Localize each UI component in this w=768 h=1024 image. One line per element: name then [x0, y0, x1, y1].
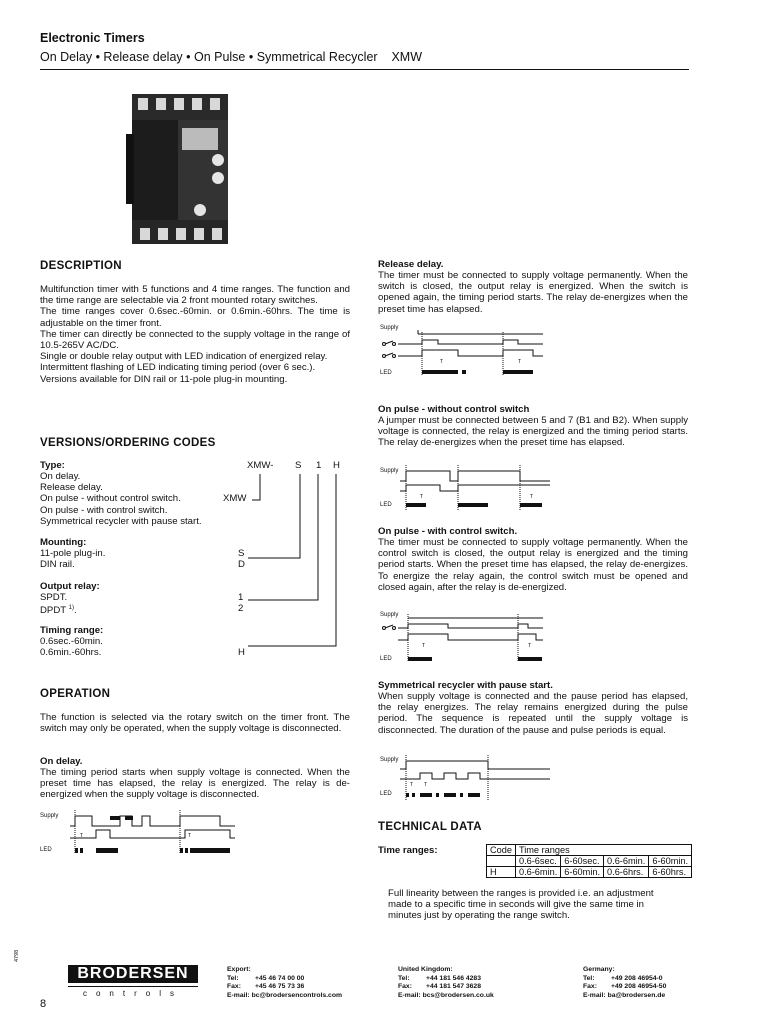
recycler-diagram	[400, 755, 560, 805]
footer-export-fax: +45 46 75 73 36	[255, 983, 305, 991]
footnote-marker: 1)	[68, 605, 74, 611]
diagram-supply-label: Supply	[380, 757, 399, 763]
diagram-t-label: T	[410, 782, 414, 788]
on-pulse-without-diagram	[400, 465, 560, 515]
on-pulse-without-title: On pulse - without control switch	[378, 404, 530, 415]
footer-de-fax: +49 208 46954-50	[611, 983, 667, 991]
brand-logo-sub: controls	[82, 989, 183, 998]
mounting-label: Mounting:	[40, 537, 87, 548]
page-title: Electronic Timers	[40, 31, 145, 45]
output-item: SPDT.	[40, 592, 68, 603]
table-header-cell: Code	[487, 845, 516, 856]
diagram-t-label: T	[80, 833, 84, 839]
time-ranges-label: Time ranges:	[378, 845, 438, 856]
timing-item: 0.6sec.-60min.	[40, 636, 103, 647]
brand-logo	[68, 965, 198, 998]
type-list	[40, 471, 202, 527]
output-label: Output relay:	[40, 581, 100, 592]
diagram-t-label: T	[440, 359, 444, 365]
footer-export-email[interactable]: bc@brodersencontrols.com	[251, 991, 343, 999]
diagram-t-label: T	[422, 643, 426, 649]
diagram-t-label: T	[518, 359, 522, 365]
timing-code: H	[238, 647, 245, 658]
footer-label: Tel:	[583, 974, 595, 982]
description-body	[40, 284, 350, 385]
subtitle-functions: On Delay • Release delay • On Pulse • Symmetrical Recycler	[40, 50, 378, 64]
footer-uk-tel: +44 181 546 4283	[426, 974, 481, 982]
diagram-supply-label: Supply	[380, 325, 399, 331]
on-delay-title: On delay.	[40, 756, 83, 767]
table-cell: 0.6-6min.	[604, 856, 649, 867]
type-item: Release delay.	[40, 482, 103, 494]
mounting-item: DIN rail.	[40, 559, 75, 570]
on-pulse-with-title: On pulse - with control switch.	[378, 526, 518, 537]
table-cell: 0.6-6sec.	[515, 856, 560, 867]
description-p6: Versions available for DIN rail or 11-pole plug-in mounting.	[40, 373, 288, 385]
code-mounting: S	[295, 460, 302, 471]
mounting-item: 11-pole plug-in.	[40, 548, 106, 559]
page-number: 8	[40, 998, 47, 1010]
diagram-led-label: LED	[380, 502, 392, 508]
type-label: Type:	[40, 460, 65, 471]
table-cell: 6-60hrs.	[649, 867, 692, 878]
diagram-supply-label: Supply	[380, 612, 399, 618]
ordering-code-connectors	[240, 470, 350, 670]
type-item: On delay.	[40, 471, 81, 482]
table-header-cell: Time ranges	[515, 845, 691, 856]
footer-label: Fax:	[227, 983, 241, 991]
on-delay-diagram	[70, 810, 240, 860]
description-p1: Multifunction timer with 5 functions and 4 time ranges. The function and the time range are selectable via 2 front mounted rotary switches.	[40, 284, 350, 307]
footer-label: E-mail:	[583, 991, 606, 999]
output-code: 1	[238, 592, 244, 603]
diagram-led-label: LED	[380, 370, 392, 376]
versions-heading: VERSIONS/ORDERING CODES	[40, 437, 216, 449]
footer-label: Tel:	[227, 974, 239, 982]
operation-heading: OPERATION	[40, 688, 111, 700]
diagram-t-label: T	[528, 643, 532, 649]
on-delay-text: The timing period starts when supply voltage is connected. When the preset time has elapsed, the relay is energized. The relay is de-energized when the supply voltage is disconnected.	[40, 767, 350, 801]
footer-label: Fax:	[583, 983, 597, 991]
table-cell: H	[487, 867, 516, 878]
footer-uk-fax: +44 181 547 3628	[426, 983, 481, 991]
diagram-led-label: LED	[40, 847, 52, 853]
table-cell: 6-60min.	[649, 856, 692, 867]
release-delay-title: Release delay.	[378, 259, 444, 270]
output-item	[40, 603, 77, 616]
mounting-code: D	[238, 559, 245, 570]
footer-germany	[583, 966, 666, 1000]
description-heading: DESCRIPTION	[40, 260, 122, 272]
footer-uk-email[interactable]: bcs@brodersen.co.uk	[422, 991, 494, 999]
diagram-t-label: T	[424, 782, 428, 788]
on-pulse-with-text: The timer must be connected to supply voltage permanently. When the control switch is closed, the output relay is energized and the timing period starts. When the preset time has elapsed, the relay de-energizes. To energize the relay again, the control switch must be opened and closed again, after the relay is de-energized.	[378, 537, 688, 593]
footer-export-tel: +45 46 74 00 00	[255, 974, 305, 982]
footer-de-title: Germany:	[583, 966, 615, 973]
on-pulse-without-text: A jumper must be connected between 5 and 7 (B1 and B2). When supply voltage is connected, the relay is energized and the timing period starts. The relay de-energizes when the preset time has elapsed.	[378, 415, 688, 449]
diagram-t-label: T	[420, 494, 424, 500]
table-cell: 0.6-6hrs.	[604, 867, 649, 878]
page-subtitle	[40, 50, 422, 64]
brand-logo-name: BRODERSEN	[68, 965, 198, 983]
output-code: 2	[238, 603, 244, 614]
description-p5: Intermittent flashing of LED indicating timing period (over 6 sec.).	[40, 362, 316, 374]
diagram-supply-label: Supply	[380, 468, 399, 474]
footer-uk	[398, 966, 494, 1000]
type-item: On pulse - with control switch.	[40, 504, 168, 516]
footer-label: E-mail:	[398, 991, 421, 999]
footer-export	[227, 966, 342, 1000]
output-item-tail: .	[73, 605, 77, 617]
linearity-note: Full linearity between the ranges is provided i.e. an adjustment made to a specific time in seconds will give the same time in minutes just by operating the range switch.	[388, 888, 654, 922]
diagram-supply-label: Supply	[40, 813, 59, 819]
table-cell: 6-60sec.	[561, 856, 604, 867]
footer-de-email[interactable]: ba@brodersen.de	[607, 991, 666, 999]
header-rule	[40, 69, 689, 70]
diagram-led-label: LED	[380, 656, 392, 662]
time-ranges-table	[486, 844, 692, 878]
recycler-title: Symmetrical recycler with pause start.	[378, 680, 553, 691]
release-delay-text: The timer must be connected to supply voltage permanently. When the switch is closed, the output relay is energized. When the switch is opened again, the timing period starts. The relay de-energizes when the preset time has elapsed.	[378, 270, 688, 315]
table-cell: 0.6-6min.	[515, 867, 560, 878]
diagram-t-label: T	[530, 494, 534, 500]
diagram-t-label: T	[188, 833, 192, 839]
timing-label: Timing range:	[40, 625, 104, 636]
on-pulse-with-diagram	[378, 610, 553, 668]
description-p3: The timer can directly be connected to the supply voltage in the range of 10.5-265V AC/DC.	[40, 328, 350, 352]
side-code: 4798	[14, 949, 20, 962]
output-item-label: DPDT	[40, 605, 66, 617]
timing-item: 0.6min.-60hrs.	[40, 647, 102, 658]
footer-label: Fax:	[398, 983, 412, 991]
footer-de-tel: +49 208 46954-0	[611, 974, 663, 982]
footer-export-title: Export:	[227, 966, 251, 973]
description-p4: Single or double relay output with LED indication of energized relay.	[40, 351, 328, 363]
table-header-row	[487, 845, 692, 856]
table-cell: 6-60min.	[561, 867, 604, 878]
release-delay-diagram	[378, 330, 553, 380]
footer-label: E-mail:	[227, 991, 250, 999]
type-item: Symmetrical recycler with pause start.	[40, 515, 202, 527]
operation-intro: The function is selected via the rotary switch on the timer front. The switch may only be operated, when the supply voltage is disconnected.	[40, 712, 350, 735]
type-code: XMW	[223, 493, 247, 504]
table-cell	[487, 856, 516, 867]
code-xmw: XMW-	[247, 460, 274, 471]
code-output: 1	[316, 460, 322, 471]
product-photo	[126, 90, 236, 250]
description-p2: The time ranges cover 0.6sec.-60min. or 0.6min.-60hrs. The time is adjustable on the timer front.	[40, 306, 350, 329]
model-name: XMW	[391, 50, 423, 64]
table-row	[487, 867, 692, 878]
technical-heading: TECHNICAL DATA	[378, 821, 482, 833]
mounting-code: S	[238, 548, 245, 559]
footer-uk-title: United Kingdom:	[398, 966, 453, 973]
footer-label: Tel:	[398, 974, 410, 982]
recycler-text: When supply voltage is connected and the pause period has elapsed, the relay energizes. The relay remains energized during the pulse period. The sequence is repeated until the supply voltage is disconnected. The duration of the pause and pulse periods is equal.	[378, 691, 688, 736]
table-row	[487, 856, 692, 867]
code-timing: H	[333, 460, 340, 471]
type-item: On pulse - without control switch.	[40, 493, 181, 505]
diagram-led-label: LED	[380, 791, 392, 797]
